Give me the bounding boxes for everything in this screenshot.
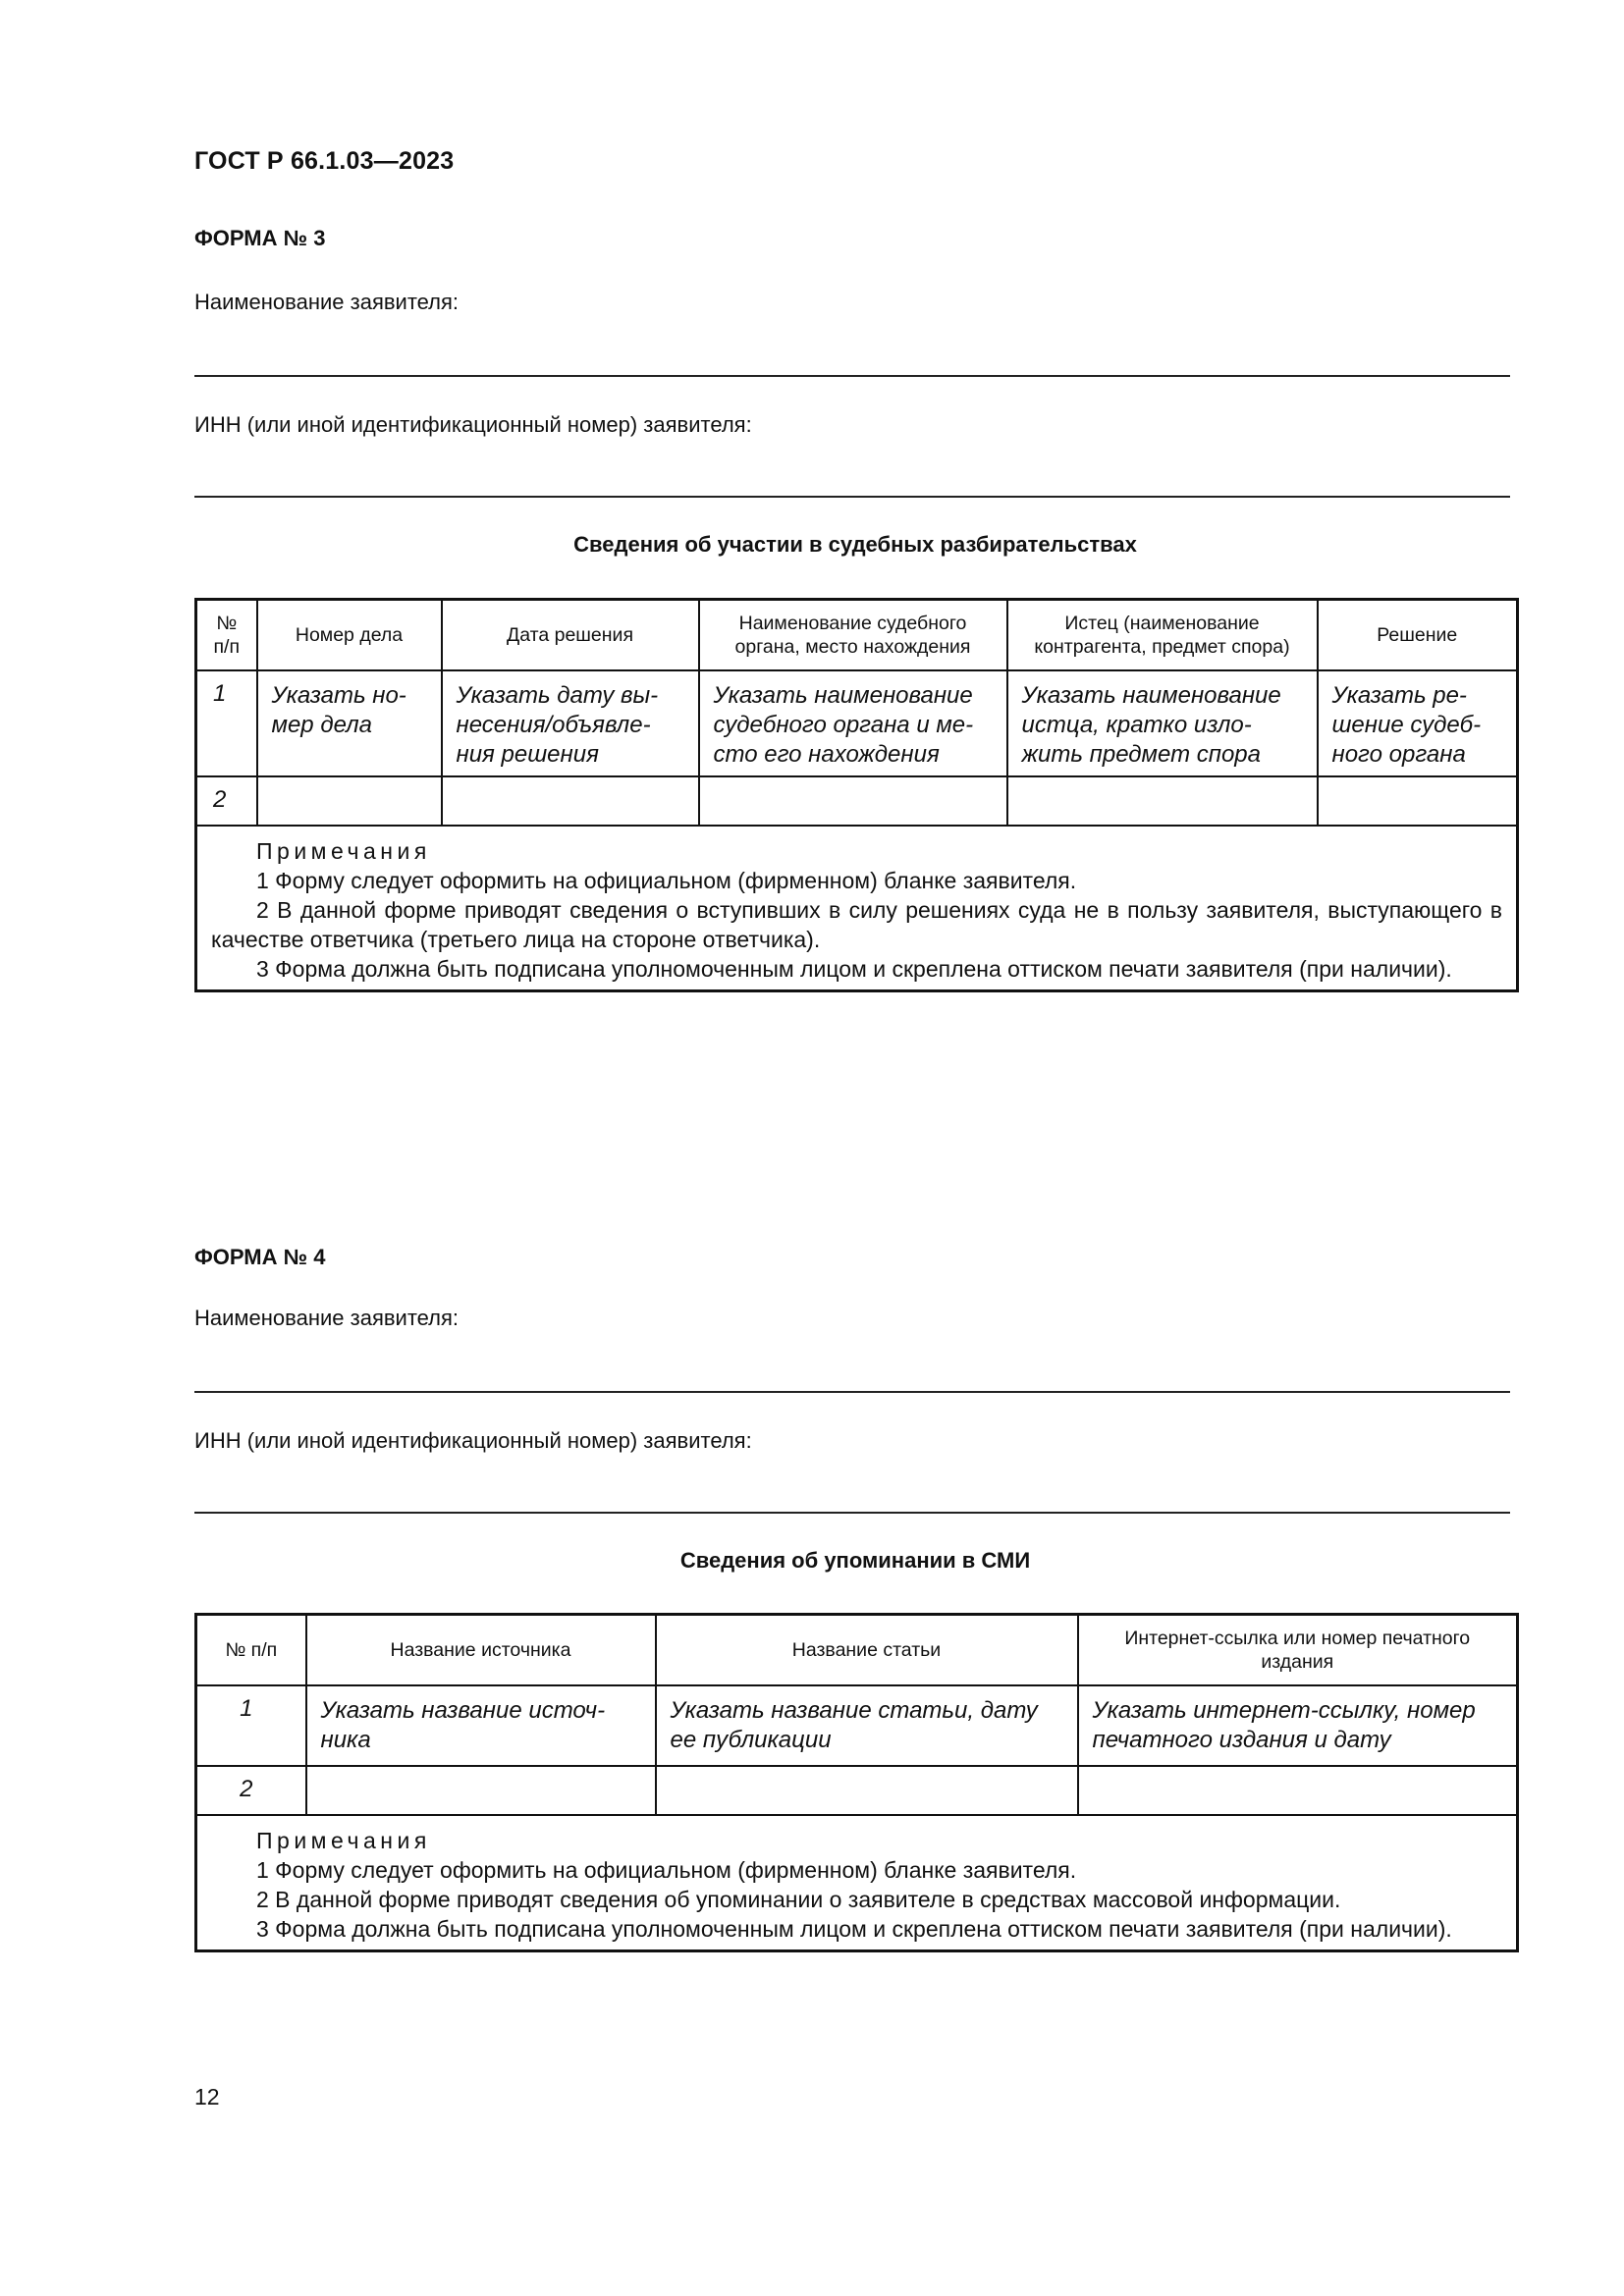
form4-applicant-name-label: Наименование заявителя: (194, 1306, 460, 1330)
form4-row1-num: 1 (196, 1685, 306, 1766)
form4-row2-num: 2 (196, 1766, 306, 1815)
table-row (196, 670, 1518, 776)
form4-applicant-name-line[interactable] (194, 1391, 1510, 1393)
form3-col-decision-date: Дата решения (442, 600, 699, 670)
form4-note-3: 3 Форма должна быть подписана уполномоченным лицом и скреплена оттиском печати заявителя (при наличии). (256, 1915, 1452, 1942)
form4-notes-row (196, 1815, 1518, 1951)
page-number: 12 (194, 2084, 220, 2109)
form3-row1-decision[interactable]: Указать ре- шение судеб- ного органа (1318, 670, 1518, 776)
form3-col-plaintiff: Истец (наименование контрагента, предмет спора) (1007, 600, 1318, 670)
form3-row1-case-number[interactable]: Указать но- мер дела (257, 670, 442, 776)
form3-row1-court[interactable]: Указать наименование судебного органа и ме- сто его нахождения (699, 670, 1007, 776)
form4-note-2: 2 В данной форме приводят сведения об упоминании о заявителе в средствах массовой информации. (256, 1886, 1341, 1912)
form3-row1-plaintiff[interactable]: Указать наименование истца, кратко изло- жить предмет спора (1007, 670, 1318, 776)
form4-notes-title: Примечания (256, 1827, 431, 1853)
form3-table (194, 598, 1519, 992)
document-header: ГОСТ Р 66.1.03—2023 (194, 147, 455, 175)
table-row (196, 1685, 1518, 1766)
form3-notes-title: Примечания (256, 837, 431, 864)
form4-row1-source[interactable]: Указать название источ- ника (306, 1685, 656, 1766)
form3-notes-row (196, 826, 1518, 991)
form4-row1-article[interactable]: Указать название статьи, дату ее публикации (656, 1685, 1078, 1766)
form3-col-case-number: Номер дела (257, 600, 442, 670)
form4-row2-article[interactable] (656, 1766, 1078, 1815)
form4-notes (196, 1815, 1518, 1951)
form3-notes (196, 826, 1518, 991)
form3-note-2: 2 В данной форме приводят сведения о вступивших в силу решениях суда не в пользу заявителя, выступающего в качестве ответчика (третьего лица на стороне ответчика). (211, 896, 1502, 952)
form3-title: ФОРМА № 3 (194, 226, 326, 250)
form4-header-row (196, 1615, 1518, 1685)
form4-col-article: Название статьи (656, 1615, 1078, 1685)
table-row (196, 776, 1518, 826)
form3-row2-court[interactable] (699, 776, 1007, 826)
form3-row1-num: 1 (196, 670, 257, 776)
form3-col-decision: Решение (1318, 600, 1518, 670)
form3-inn-label: ИНН (или иной идентификационный номер) заявителя: (194, 412, 752, 437)
form4-title: ФОРМА № 4 (194, 1245, 326, 1269)
form4-inn-label: ИНН (или иной идентификационный номер) заявителя: (194, 1428, 752, 1453)
form3-section-title: Сведения об участии в судебных разбирательствах (573, 532, 1137, 557)
form3-row2-decision[interactable] (1318, 776, 1518, 826)
form3-row2-decision-date[interactable] (442, 776, 699, 826)
form3-row2-plaintiff[interactable] (1007, 776, 1318, 826)
form3-row2-num: 2 (196, 776, 257, 826)
form3-note-3: 3 Форма должна быть подписана уполномоченным лицом и скреплена оттиском печати заявителя (при наличии). (256, 955, 1452, 982)
form3-row2-case-number[interactable] (257, 776, 442, 826)
form4-inn-line[interactable] (194, 1512, 1510, 1514)
form3-col-court: Наименование судебного органа, место нахождения (699, 600, 1007, 670)
form3-header-row (196, 600, 1518, 670)
form3-applicant-name-line[interactable] (194, 375, 1510, 377)
form4-section-title: Сведения об упоминании в СМИ (679, 1548, 1031, 1573)
form4-col-num: № п/п (196, 1615, 306, 1685)
form3-row1-decision-date[interactable]: Указать дату вы- несения/объявле- ния решения (442, 670, 699, 776)
form4-row2-source[interactable] (306, 1766, 656, 1815)
form3-applicant-name-label: Наименование заявителя: (194, 290, 460, 314)
form3-inn-line[interactable] (194, 496, 1510, 498)
table-row (196, 1766, 1518, 1815)
form4-table (194, 1613, 1519, 1952)
form4-col-source: Название источника (306, 1615, 656, 1685)
form3-note-1: 1 Форму следует оформить на официальном (фирменном) бланке заявителя. (256, 867, 1077, 893)
form4-row1-link[interactable]: Указать интернет-ссылку, номер печатного издания и дату (1078, 1685, 1518, 1766)
form3-col-num: № п/п (196, 600, 257, 670)
form4-note-1: 1 Форму следует оформить на официальном (фирменном) бланке заявителя. (256, 1856, 1077, 1883)
form4-col-link: Интернет-ссылка или номер печатного издания (1078, 1615, 1518, 1685)
form4-row2-link[interactable] (1078, 1766, 1518, 1815)
